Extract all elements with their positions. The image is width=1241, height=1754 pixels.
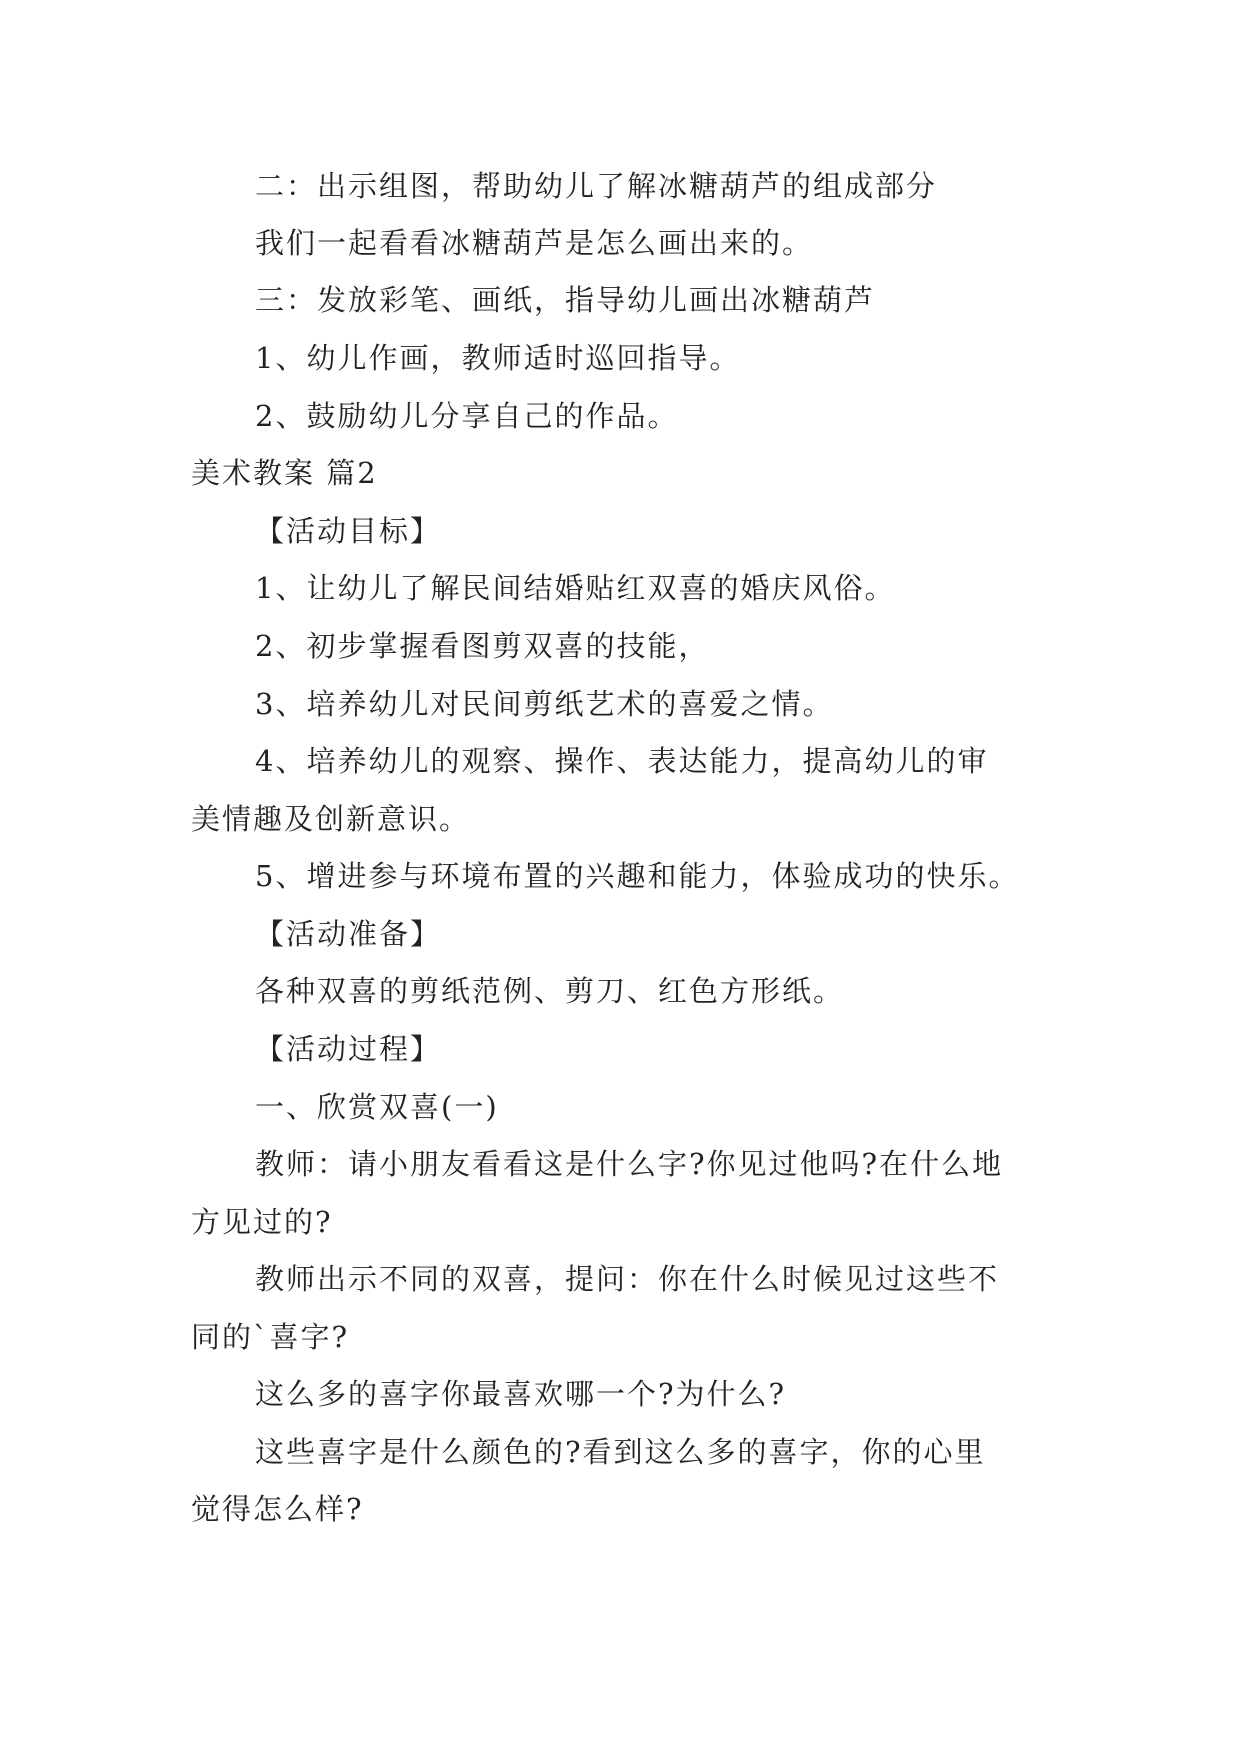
- paragraph-line: 三：发放彩笔、画纸，指导幼儿画出冰糖葫芦: [255, 283, 876, 317]
- paragraph-line: 教师：请小朋友看看这是什么字?你见过他吗?在什么地: [255, 1147, 1004, 1181]
- paragraph-line: 2、鼓励幼儿分享自己的作品。: [255, 399, 679, 433]
- paragraph-line: 这么多的喜字你最喜欢哪一个?为什么?: [255, 1377, 787, 1411]
- paragraph-line: 一、欣赏双喜(一): [255, 1090, 499, 1124]
- paragraph-line: 2、初步掌握看图剪双喜的技能，: [255, 629, 710, 663]
- subsection-heading: 【活动目标】: [255, 514, 442, 548]
- paragraph-line: 二：出示组图，帮助幼儿了解冰糖葫芦的组成部分: [255, 169, 938, 203]
- subsection-heading: 【活动过程】: [255, 1032, 442, 1066]
- paragraph-line: 方见过的?: [191, 1205, 333, 1239]
- paragraph-line: 4、培养幼儿的观察、操作、表达能力，提高幼儿的审: [255, 744, 989, 778]
- paragraph-line: 各种双喜的剪纸范例、剪刀、红色方形纸。: [255, 974, 845, 1008]
- paragraph-line: 1、幼儿作画，教师适时巡回指导。: [255, 341, 741, 375]
- paragraph-line: 美情趣及创新意识。: [191, 802, 471, 836]
- paragraph-line: 3、培养幼儿对民间剪纸艺术的喜爱之情。: [255, 687, 834, 721]
- section-heading: 美术教案 篇2: [191, 456, 378, 490]
- paragraph-line: 觉得怎么样?: [191, 1492, 364, 1526]
- paragraph-line: 1、让幼儿了解民间结婚贴红双喜的婚庆风俗。: [255, 571, 896, 605]
- paragraph-line: 教师出示不同的双喜，提问：你在什么时候见过这些不: [255, 1262, 1000, 1296]
- paragraph-line: 同的`喜字?: [191, 1320, 350, 1354]
- subsection-heading: 【活动准备】: [255, 917, 442, 951]
- paragraph-line: 5、增进参与环境布置的兴趣和能力，体验成功的快乐。: [255, 859, 1020, 893]
- paragraph-line: 这些喜字是什么颜色的?看到这么多的喜字，你的心里: [255, 1435, 986, 1469]
- paragraph-line: 我们一起看看冰糖葫芦是怎么画出来的。: [255, 226, 814, 260]
